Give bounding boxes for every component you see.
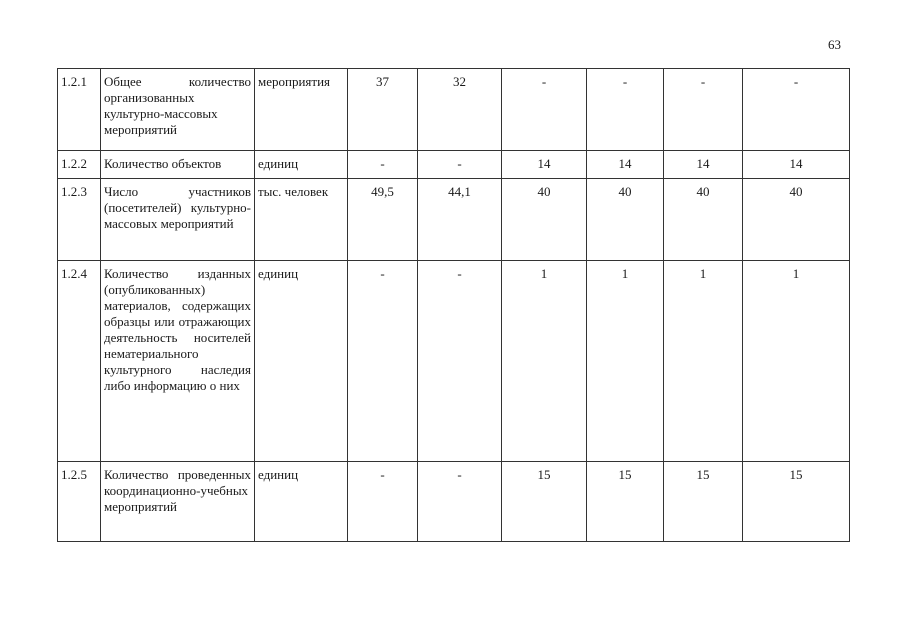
row-name: Число участников (посетителей) культурно-массовых мероприятий xyxy=(101,179,255,261)
row-unit: единиц xyxy=(255,462,348,542)
row-value: - xyxy=(664,69,743,151)
page-number: 63 xyxy=(828,37,841,52)
table-row xyxy=(58,151,850,179)
row-value: - xyxy=(348,261,418,462)
row-value: 15 xyxy=(743,462,850,542)
row-code: 1.2.2 xyxy=(58,151,101,179)
row-value: 14 xyxy=(587,151,664,179)
row-value: 32 xyxy=(418,69,502,151)
row-value: 44,1 xyxy=(418,179,502,261)
row-code: 1.2.4 xyxy=(58,261,101,462)
table-row xyxy=(58,462,850,542)
row-value: 49,5 xyxy=(348,179,418,261)
row-value: 14 xyxy=(743,151,850,179)
row-name: Общее количество организованных культурно-массовых мероприятий xyxy=(101,69,255,151)
row-value: 40 xyxy=(502,179,587,261)
row-code: 1.2.1 xyxy=(58,69,101,151)
row-value: 1 xyxy=(664,261,743,462)
row-code: 1.2.3 xyxy=(58,179,101,261)
indicators-table xyxy=(57,68,850,542)
row-value: - xyxy=(348,462,418,542)
row-unit: единиц xyxy=(255,151,348,179)
row-value: - xyxy=(418,462,502,542)
row-value: 40 xyxy=(743,179,850,261)
row-value: 15 xyxy=(587,462,664,542)
table-row xyxy=(58,261,850,462)
table-row xyxy=(58,69,850,151)
row-value: - xyxy=(743,69,850,151)
row-value: 40 xyxy=(664,179,743,261)
row-value: - xyxy=(348,151,418,179)
table-row xyxy=(58,179,850,261)
row-value: 14 xyxy=(502,151,587,179)
row-code: 1.2.5 xyxy=(58,462,101,542)
row-value: - xyxy=(502,69,587,151)
row-value: 1 xyxy=(502,261,587,462)
row-value: 14 xyxy=(664,151,743,179)
row-value: 37 xyxy=(348,69,418,151)
row-name: Количество объектов xyxy=(101,151,255,179)
row-value: 15 xyxy=(502,462,587,542)
row-name: Количество проведенных координационно-учебных мероприятий xyxy=(101,462,255,542)
row-value: - xyxy=(418,151,502,179)
row-value: 40 xyxy=(587,179,664,261)
row-value: 1 xyxy=(587,261,664,462)
row-unit: тыс. человек xyxy=(255,179,348,261)
row-value: - xyxy=(587,69,664,151)
row-value: 1 xyxy=(743,261,850,462)
row-value: 15 xyxy=(664,462,743,542)
row-value: - xyxy=(418,261,502,462)
row-name: Количество изданных (опубликованных) материалов, содержащих образцы или отражающих деятельность носителей нематериального культурного наследия либо информацию о них xyxy=(101,261,255,462)
row-unit: мероприятия xyxy=(255,69,348,151)
row-unit: единиц xyxy=(255,261,348,462)
